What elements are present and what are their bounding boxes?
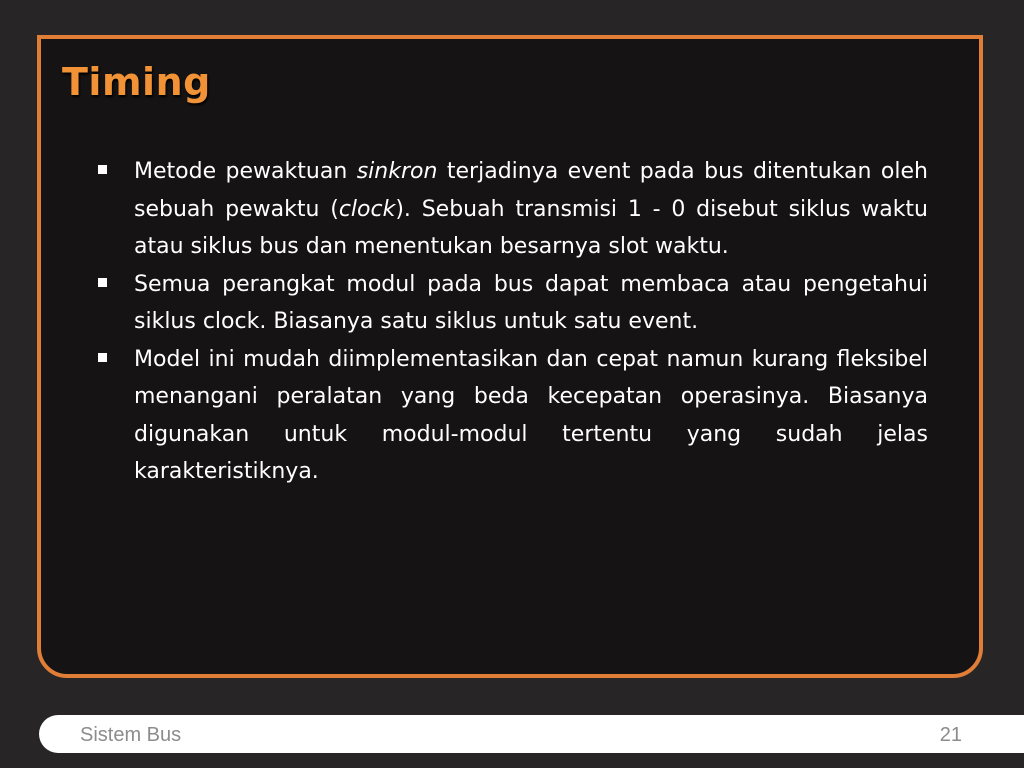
bullet-text: Metode pewaktuan sinkron terjadinya event pada bus ditentukan oleh sebuah pewaktu (clock). Sebuah transmisi 1 - 0 disebut siklus waktu atau siklus bus dan menentukan besarnya slot waktu. xyxy=(134,159,929,259)
square-bullet-icon xyxy=(98,165,107,174)
bullet-list xyxy=(96,153,928,491)
bullet-text: Model ini mudah diimplementasikan dan cepat namun kurang fleksibel menangani peralatan yang beda kecepatan operasinya. Biasanya digunakan untuk modul-modul tertentu yang sudah jelas karakteristiknya. xyxy=(134,346,928,484)
footer-title: Sistem Bus xyxy=(80,724,182,746)
slide-title: Timing xyxy=(62,60,211,104)
footer-bar xyxy=(39,715,1024,753)
square-bullet-icon xyxy=(98,278,107,287)
page-number: 21 xyxy=(939,724,962,746)
bullet-item-clock-cycle xyxy=(96,266,928,341)
bullet-text: Semua perangkat modul pada bus dapat membaca atau pengetahui siklus clock. Biasanya satu siklus untuk satu event. xyxy=(134,271,928,334)
square-bullet-icon xyxy=(98,353,107,362)
bullet-item-model xyxy=(96,341,928,491)
bullet-item-sinkron xyxy=(96,153,928,266)
